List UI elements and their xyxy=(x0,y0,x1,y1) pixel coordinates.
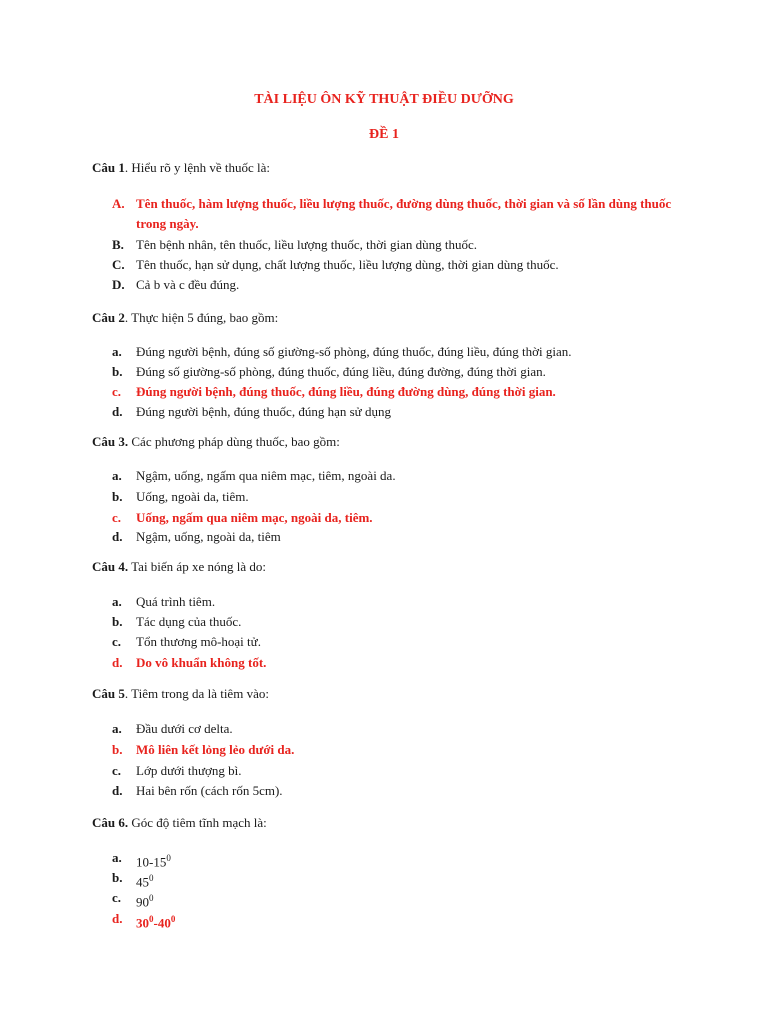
option-letter: d. xyxy=(112,529,123,544)
option-text: Quá trình tiêm. xyxy=(136,594,216,609)
option-letter: c. xyxy=(112,634,122,649)
option-letter: b. xyxy=(112,364,123,379)
option-text: Tác dụng của thuốc. xyxy=(136,614,242,629)
option-text: Đúng người bệnh, đúng thuốc, đúng hạn sử dụng xyxy=(136,404,391,419)
q2-option-d xyxy=(112,402,672,422)
option-text: Ngậm, uống, ngoài da, tiêm xyxy=(136,529,281,544)
option-letter: c. xyxy=(112,890,122,905)
q1-option-a xyxy=(112,194,672,234)
option-letter: a. xyxy=(112,344,122,359)
q5-option-b xyxy=(112,740,672,760)
q3-option-d xyxy=(112,527,672,547)
option-value: 30 xyxy=(136,915,149,931)
option-value: 45 xyxy=(136,874,149,890)
q4-option-a xyxy=(112,592,672,612)
question-label: Câu 6. xyxy=(92,815,129,830)
option-text: Đúng số giường-số phòng, đúng thuốc, đúng liều, đúng đường, đúng thời gian. xyxy=(136,364,546,379)
question-sep: . xyxy=(124,160,129,175)
option-letter: d. xyxy=(112,404,123,419)
option-letter: a. xyxy=(112,594,122,609)
q1-option-d xyxy=(112,275,672,295)
question-text: Các phương pháp dùng thuốc, bao gồm: xyxy=(128,434,340,449)
option-letter: C. xyxy=(112,257,125,272)
question-text: Tai biến áp xe nóng là do: xyxy=(128,559,266,574)
q1-option-c xyxy=(112,255,672,275)
option-letter: c. xyxy=(112,384,122,399)
q3-option-a xyxy=(112,466,672,486)
option-text: Ngậm, uống, ngấm qua niêm mạc, tiêm, ngoài da. xyxy=(136,468,396,483)
question-1 xyxy=(92,160,270,176)
option-letter: D. xyxy=(112,277,125,292)
document-title: TÀI LIỆU ÔN KỸ THUẬT ĐIỀU DƯỠNG xyxy=(254,92,514,107)
question-text: Thực hiện 5 đúng, bao gồm: xyxy=(128,310,279,325)
option-text: Tổn thương mô-hoại tử. xyxy=(136,634,261,649)
q5-option-c xyxy=(112,761,672,781)
question-5 xyxy=(92,686,269,702)
option-letter: a. xyxy=(112,850,122,865)
option-letter: d. xyxy=(112,655,123,670)
option-letter: B. xyxy=(112,237,124,252)
degree-superscript: 0 xyxy=(149,893,154,903)
option-letter: d. xyxy=(112,783,123,798)
option-text: Lớp dưới thượng bì. xyxy=(136,763,242,778)
option-value-2: -40 xyxy=(153,915,171,931)
option-letter: a. xyxy=(112,468,122,483)
q1-option-b xyxy=(112,235,672,255)
question-text: Hiểu rõ y lệnh về thuốc là: xyxy=(128,160,271,175)
option-text: Hai bên rốn (cách rốn 5cm). xyxy=(136,783,283,798)
degree-superscript: 0 xyxy=(166,853,171,863)
exam-number: ĐỀ 1 xyxy=(369,127,399,142)
option-letter: b. xyxy=(112,870,123,885)
option-value: 90 xyxy=(136,894,149,910)
degree-superscript-2: 0 xyxy=(170,914,176,924)
question-4 xyxy=(92,559,266,575)
q2-option-c xyxy=(112,382,672,402)
q5-option-a xyxy=(112,719,672,739)
option-text: Đầu dưới cơ delta. xyxy=(136,721,233,736)
option-text: Đúng người bệnh, đúng thuốc, đúng liều, đúng đường dùng, đúng thời gian. xyxy=(136,384,556,399)
question-label: Câu 4. xyxy=(92,559,129,574)
option-letter: d. xyxy=(112,911,123,926)
option-letter: b. xyxy=(112,614,123,629)
q3-option-c xyxy=(112,508,672,528)
option-text: Do vô khuẩn không tốt. xyxy=(136,655,267,670)
option-text: Uống, ngoài da, tiêm. xyxy=(136,489,249,504)
q6-option-d xyxy=(112,909,672,933)
question-6 xyxy=(92,815,267,831)
question-3 xyxy=(92,434,340,450)
option-text: Tên bệnh nhân, tên thuốc, liều lượng thuốc, thời gian dùng thuốc. xyxy=(136,237,478,252)
option-text: Uống, ngấm qua niêm mạc, ngoài da, tiêm. xyxy=(136,510,373,525)
option-value: 10-15 xyxy=(136,854,167,870)
option-letter: c. xyxy=(112,763,122,778)
question-label: Câu 5 xyxy=(92,686,125,701)
question-label: Câu 3. xyxy=(92,434,129,449)
option-text xyxy=(136,909,672,933)
option-letter: A. xyxy=(112,196,125,211)
question-label: Câu 1 xyxy=(92,160,125,175)
q4-option-c xyxy=(112,632,672,652)
degree-superscript: 0 xyxy=(149,873,154,883)
option-text: Tên thuốc, hạn sử dụng, chất lượng thuốc, liều lượng dùng, thời gian dùng thuốc. xyxy=(136,257,559,272)
option-letter: b. xyxy=(112,489,123,504)
option-text: Cả b và c đều đúng. xyxy=(136,277,240,292)
q4-option-d xyxy=(112,653,672,673)
question-2 xyxy=(92,310,278,326)
question-sep: . xyxy=(124,686,129,701)
question-text: Góc độ tiêm tĩnh mạch là: xyxy=(128,815,267,830)
option-text: Mô liên kết lỏng lẻo dưới da. xyxy=(136,742,295,757)
q3-option-b xyxy=(112,487,672,507)
option-letter: a. xyxy=(112,721,122,736)
question-text: Tiêm trong da là tiêm vào: xyxy=(128,686,269,701)
option-text: Tên thuốc, hàm lượng thuốc, liều lượng thuốc, đường dùng thuốc, thời gian và số lần dùng thuốc trong ngày. xyxy=(136,196,672,231)
option-text: Đúng người bệnh, đúng số giường-số phòng, đúng thuốc, đúng liều, đúng thời gian. xyxy=(136,344,572,359)
q2-option-b xyxy=(112,362,672,382)
question-sep: . xyxy=(124,310,129,325)
q2-option-a xyxy=(112,342,672,362)
option-letter: b. xyxy=(112,742,123,757)
degree-superscript: 0 xyxy=(149,914,154,924)
option-letter: c. xyxy=(112,510,122,525)
q5-option-d xyxy=(112,781,672,801)
question-label: Câu 2 xyxy=(92,310,125,325)
q4-option-b xyxy=(112,612,672,632)
